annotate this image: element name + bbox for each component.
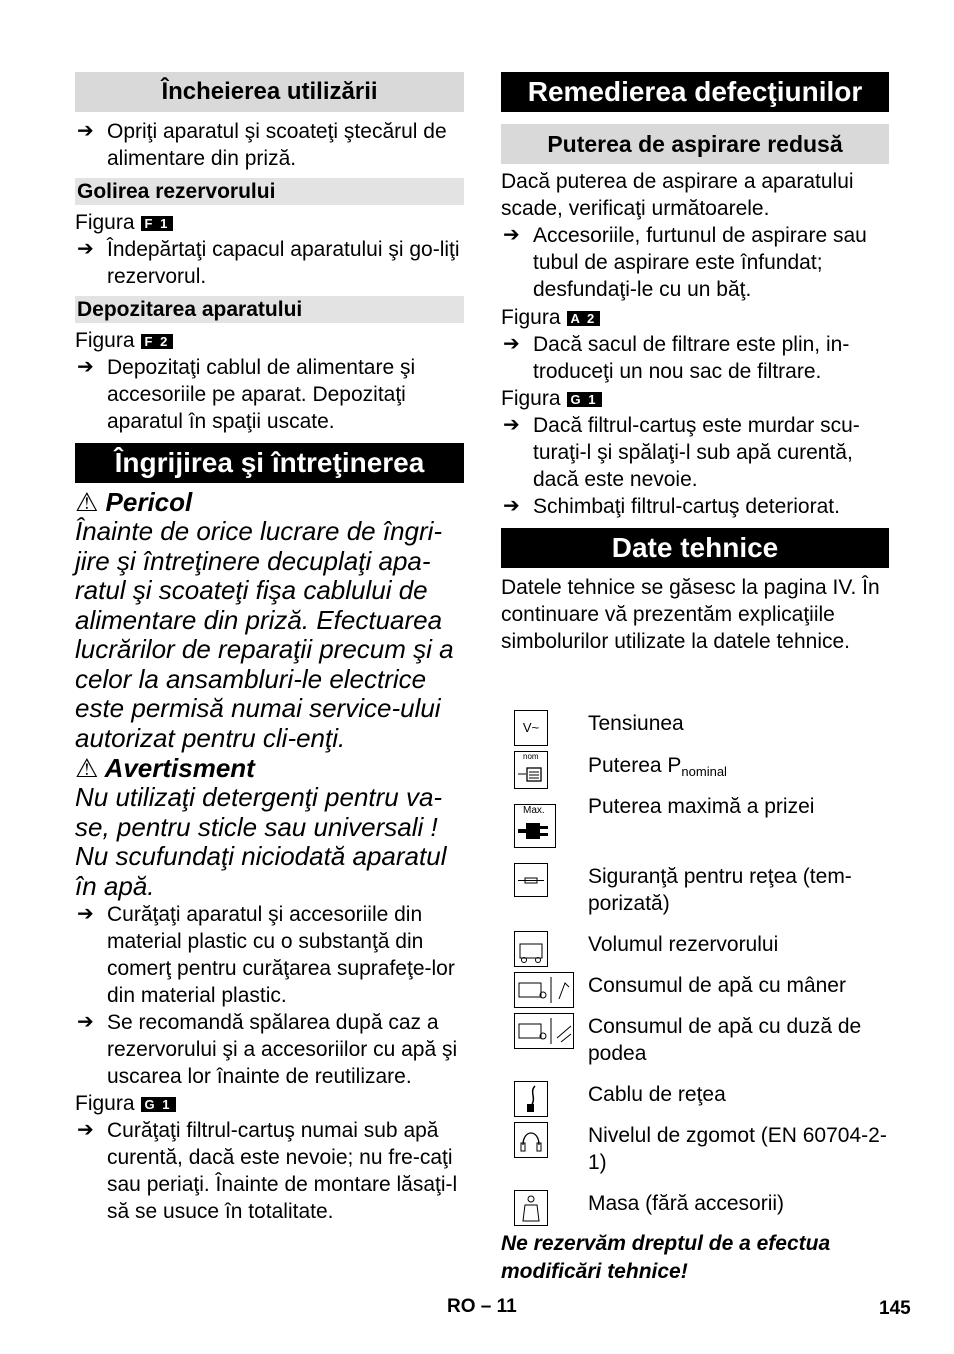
figure-badge: G 1: [141, 1097, 176, 1112]
danger-text: Înainte de orice lucrare de îngri-jire şi întreţinere decuplaţi apa-ratul şi scoateţi fişa cablului de alimentare din priză. Efectuarea lucrărilor de reparaţii precum şi a celor la ansambluri-le electrice este permisă numai service-ului autorizat pentru cli-enţi.: [75, 516, 454, 753]
technical-changes-note: Ne rezervăm dreptul de a efectua modificări tehnice!: [501, 1232, 831, 1283]
footer-language-page: RO – 11: [447, 1296, 517, 1317]
list-item: ➔ Schimbaţi filtrul-cartuş deteriorat.: [503, 495, 840, 518]
arrow-right-icon: ➔: [77, 356, 94, 378]
warning-title: ⚠ Avertisment: [75, 753, 255, 783]
voltage-icon: V~: [514, 710, 548, 746]
arrow-right-icon: ➔: [77, 903, 94, 925]
list-item: ➔ Se recomandă spălarea după caz a rezervorului şi a accesoriilor cu apă şi uscarea lor înainte de reutilizare.: [77, 1011, 458, 1088]
spec-label: Masa (fără accesorii): [588, 1192, 785, 1215]
arrow-right-icon: ➔: [503, 414, 520, 436]
list-item: ➔ Opriţi aparatul şi scoateţi ştecărul de alimentare din priză.: [77, 120, 447, 170]
spec-label: Cablu de reţea: [588, 1083, 726, 1106]
section-heading-care: Îngrijirea şi întreţinerea: [75, 443, 464, 483]
arrow-right-icon: ➔: [77, 1119, 94, 1141]
list-item: ➔ Curăţaţi aparatul şi accesoriile din material plastic cu o substanţă din comerţ pentru curăţarea suprafeţe-lor din material plastic.: [77, 903, 455, 1007]
paragraph: Datele tehnice se găsesc la pagina IV. În continuare vă prezentăm explicaţiile simbolurilor utilizate la datele tehnice.: [501, 576, 880, 653]
page-number: 145: [879, 1298, 911, 1319]
spec-label: Nivelul de zgomot (EN 60704-2-1): [588, 1124, 887, 1174]
subsection-heading-suction: Puterea de aspirare redusă: [501, 124, 889, 164]
fuse-icon: [514, 863, 548, 897]
subheading-empty-tank: Golirea rezervorului: [75, 178, 464, 205]
arrow-right-icon: ➔: [77, 1011, 94, 1033]
spec-label: Puterea maximă a prizei: [588, 795, 815, 818]
spec-label: Siguranţă pentru reţea (tem-porizată): [588, 865, 852, 915]
list-item: ➔ Dacă sacul de filtrare este plin, in-troduceţi un nou sac de filtrare.: [503, 333, 850, 383]
list-item: ➔ Curăţaţi filtrul-cartuş numai sub apă curentă, dacă este nevoie; nu fre-caţi sau periaţi. Înainte de montare lăsaţi-l să se usuce în totalitate.: [77, 1119, 458, 1223]
figure-badge: G 1: [567, 392, 602, 407]
paragraph: Dacă puterea de aspirare a aparatului scade, verificaţi următoarele.: [501, 170, 854, 220]
spec-label: Puterea $P_{nominal}$: [588, 754, 727, 779]
arrow-right-icon: ➔: [77, 120, 94, 142]
figure-ref: Figura F 2: [75, 327, 464, 354]
arrow-right-icon: ➔: [503, 495, 520, 517]
water-handle-icon: [514, 972, 574, 1008]
figure-badge: F 1: [141, 216, 174, 231]
figure-badge: A 2: [567, 311, 601, 326]
figure-ref: Figura G 1: [75, 1090, 464, 1117]
noise-headphones-icon: [514, 1122, 548, 1158]
subheading-storage: Depozitarea aparatului: [75, 296, 464, 323]
cable-icon: [514, 1081, 548, 1117]
left-column: [75, 72, 464, 1225]
plug-icon: Max.: [514, 804, 556, 848]
section-heading-tech-data: Date tehnice: [501, 528, 889, 568]
water-nozzle-icon: [514, 1013, 574, 1049]
arrow-right-icon: ➔: [503, 333, 520, 355]
arrow-right-icon: ➔: [77, 238, 94, 260]
figure-ref: Figura F 1: [75, 209, 464, 236]
list-item: ➔ Depozitaţi cablul de alimentare şi accesoriile pe aparat. Depozitaţi aparatul în spaţii uscate.: [77, 356, 416, 433]
list-item: ➔ Accesoriile, furtunul de aspirare sau tubul de aspirare este înfundat; desfundaţi-le cu un băţ.: [503, 224, 867, 301]
section-heading-end-use: Încheierea utilizării: [75, 72, 464, 112]
power-icon: nom: [514, 751, 548, 789]
figure-ref: Figura A 2: [501, 304, 889, 331]
list-item: ➔ Dacă filtrul-cartuş este murdar scu-turaţi-l şi spălaţi-l sub apă curentă, dacă este nevoie.: [503, 414, 860, 491]
danger-title: ⚠ Pericol: [75, 487, 193, 517]
spec-label: Tensiunea: [588, 712, 684, 735]
section-heading-troubleshooting: Remedierea defecţiunilor: [501, 72, 889, 112]
right-column: [501, 72, 889, 655]
spec-label: Consumul de apă cu mâner: [588, 974, 846, 997]
tank-icon: [514, 931, 548, 967]
spec-label: Consumul de apă cu duză de podea: [588, 1015, 862, 1065]
weight-icon: [514, 1190, 548, 1226]
figure-badge: F 2: [141, 334, 174, 349]
figure-ref: Figura G 1: [501, 385, 889, 412]
arrow-right-icon: ➔: [503, 224, 520, 246]
list-item: ➔ Îndepărtaţi capacul aparatului şi go-liţi rezervorul.: [77, 238, 460, 288]
spec-label: Volumul rezervorului: [588, 933, 779, 956]
warning-text: Nu utilizaţi detergenţi pentru va-se, pentru sticle sau universali ! Nu scufundaţi niciodată aparatul în apă.: [75, 782, 447, 901]
